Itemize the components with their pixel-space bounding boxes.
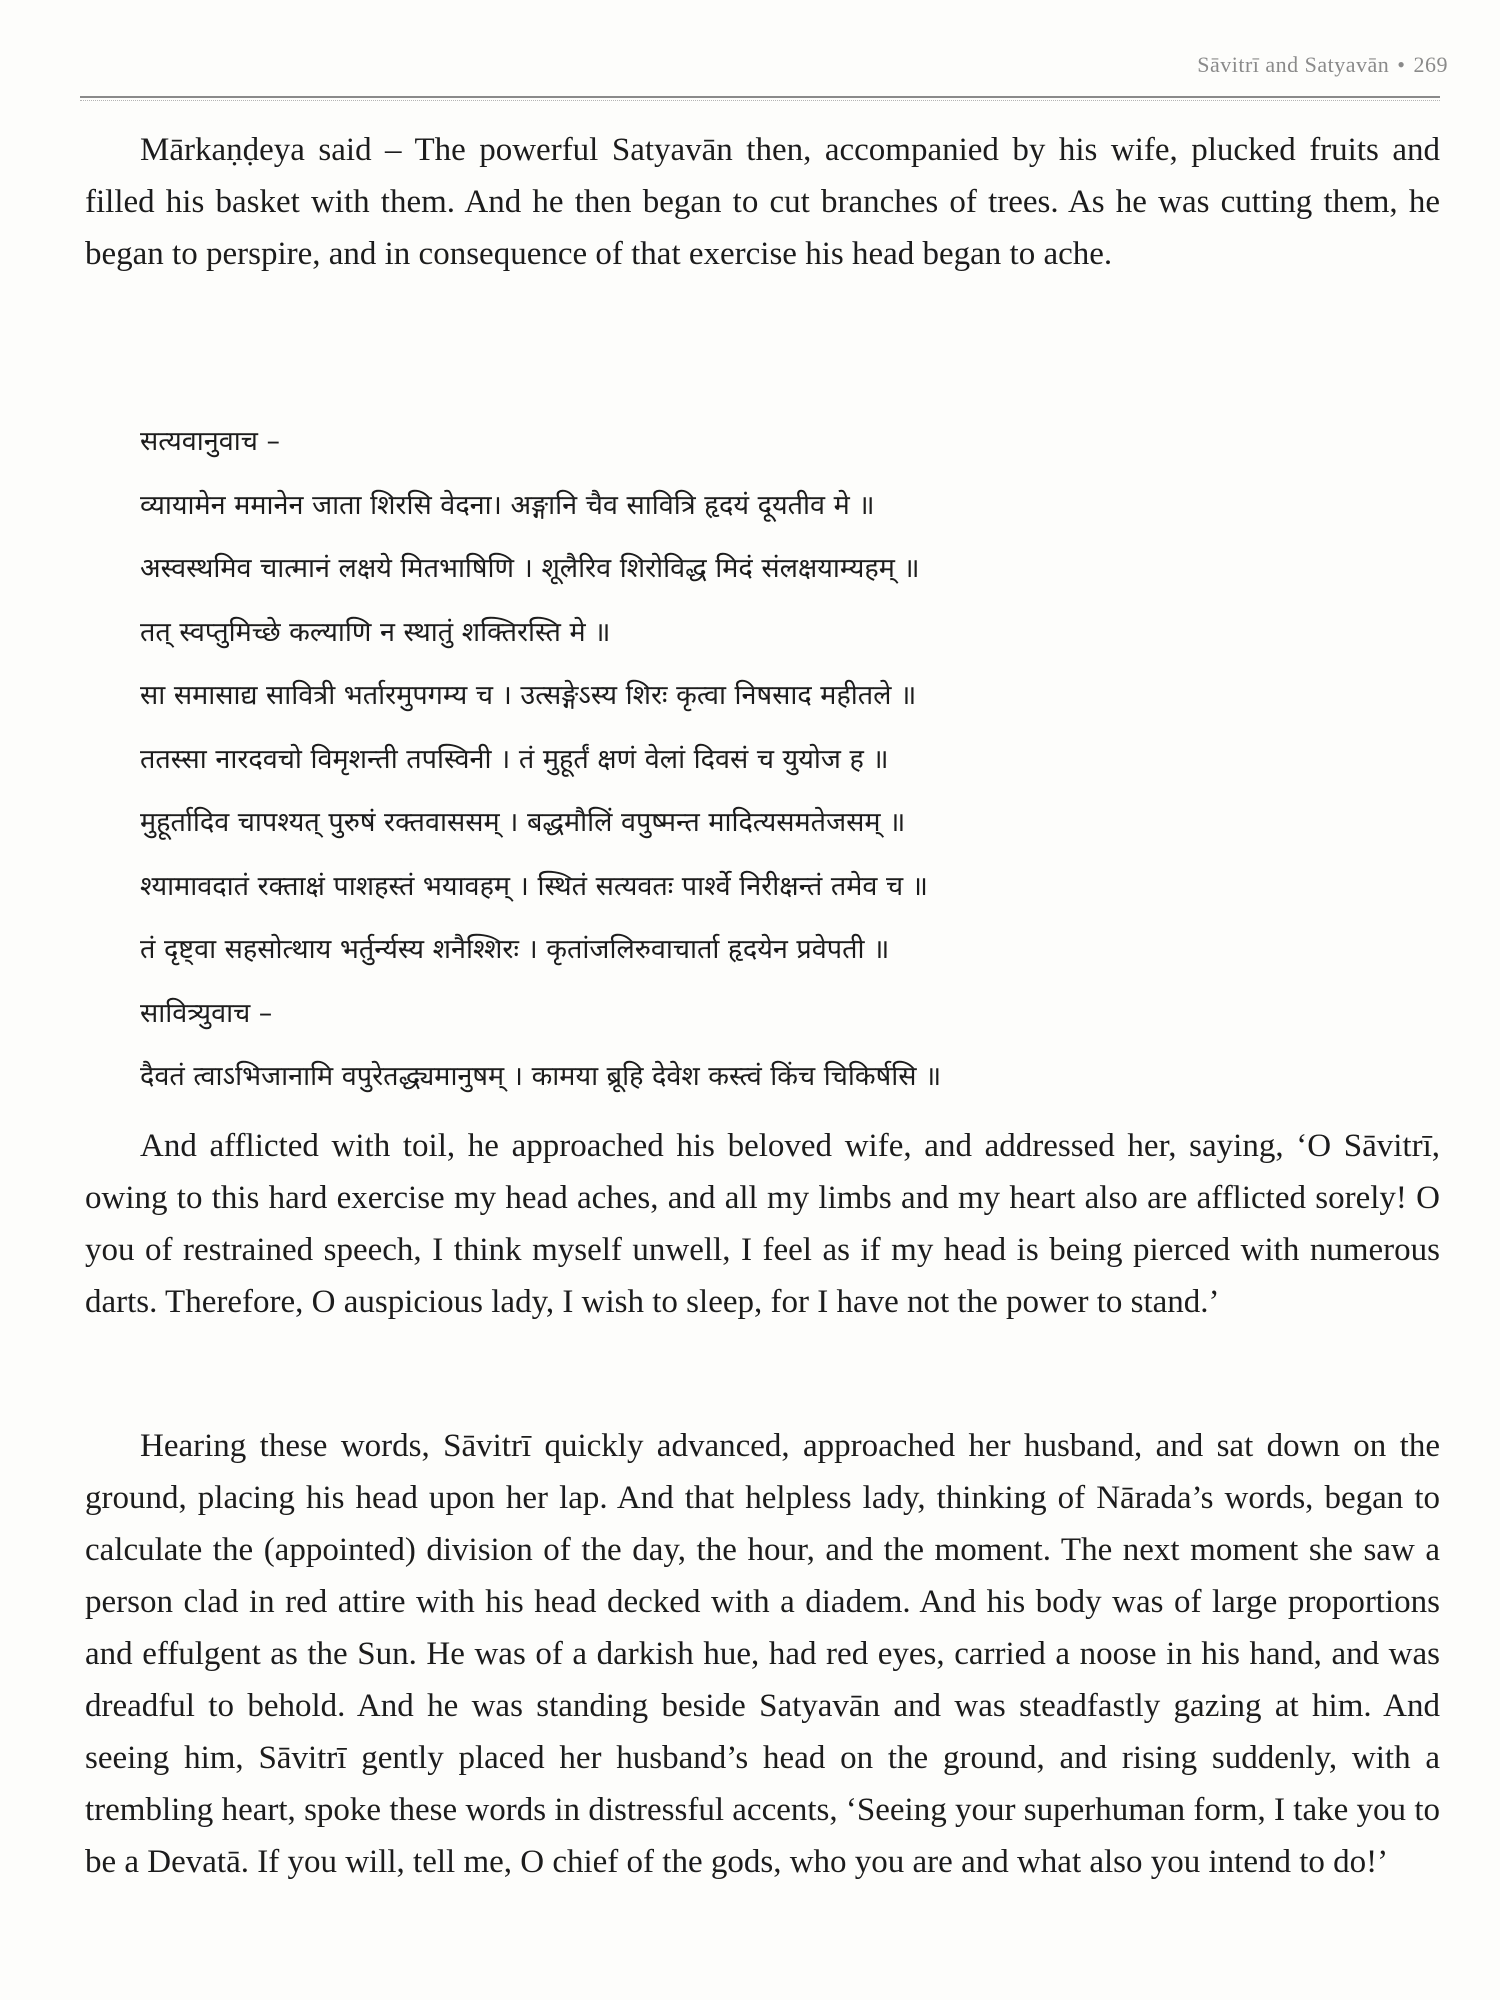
running-header (1197, 52, 1448, 78)
sanskrit-verse-line: व्यायामेन ममानेन जाता शिरसि वेदना। अङ्गानि चैव सावित्रि हृदयं दूयतीव मे ॥ (140, 489, 875, 521)
running-header-title: Sāvitrī and Satyavān (1197, 52, 1390, 77)
paragraph-hearing-these-words: Hearing these words, Sāvitrī quickly advanced, approached her husband, and sat down on the ground, placing his head upon her lap. And that helpless lady, thinking of Nārada’s words, began to calculate the (appointed) division of the day, the hour, and the moment. The next moment she saw a person clad in red attire with his head decked with a diadem. And his body was of large proportions and effulgent as the Sun. He was of a darkish hue, had red eyes, carried a noose in his hand, and was dreadful to behold. And he was standing beside Satyavān and was steadfastly gazing at him. And seeing him, Sāvitrī gently placed her husband’s head on the ground, and rising suddenly, with a trembling heart, spoke these words in distressful accents, ‘Seeing your superhuman form, I take you to be a Devatā. If you will, tell me, O chief of the gods, who you are and what also you intend to do!’ (85, 1428, 1440, 1880)
sanskrit-verse-line: तत् स्वप्तुमिच्छे कल्याणि न स्थातुं शक्तिरस्ति मे ॥ (140, 616, 611, 648)
sanskrit-verse-line: श्यामावदातं रक्ताक्षं पाशहस्तं भयावहम् । स्थितं सत्यवतः पार्श्वे निरीक्षन्तं तमेव च ॥ (140, 870, 928, 902)
paragraph-afflicted-with-toil: And afflicted with toil, he approached his beloved wife, and addressed her, saying, ‘O Sāvitrī, owing to this hard exercise my head aches, and all my limbs and my heart also are afflicted sorely! O you of restrained speech, I think myself unwell, I feel as if my head is being pierced with numerous darts. Therefore, O auspicious lady, I wish to sleep, for I have not the power to stand.’ (85, 1128, 1440, 1320)
sanskrit-verse-block (140, 410, 1440, 1109)
sanskrit-verse-line: मुहूर्तादिव चापश्यत् पुरुषं रक्तवाससम् । बद्धमौलिं वपुष्मन्त मादित्यसमतेजसम् ॥ (140, 807, 906, 838)
sanskrit-verse-line: तं दृष्ट्वा सहसोत्थाय भर्तुर्न्यस्य शनैश्शिरः । कृतांजलिरुवाचार्ता हृदयेन प्रवेपती ॥ (140, 934, 890, 965)
paragraph-markandeya-said: Mārkaṇḍeya said – The powerful Satyavān then, accompanied by his wife, plucked fruits and filled his basket with them. And he then began to cut branches of trees. As he was cutting them, he began to perspire, and in consequence of that exercise his head began to ache. (85, 132, 1440, 272)
sanskrit-verse-line: अस्वस्थमिव चात्मानं लक्षये मितभाषिणि । शूलैरिव शिरोविद्ध मिदं संलक्षयाम्यहम् ॥ (140, 553, 920, 584)
sanskrit-speaker-savitri: सावित्र्युवाच – (140, 997, 273, 1029)
page-number: 269 (1413, 52, 1448, 77)
running-header-separator: • (1397, 52, 1406, 77)
sanskrit-verse-line: दैवतं त्वाऽभिजानामि वपुरेतद्ध्यमानुषम् । कामया ब्रूहि देवेश कस्त्वं किंच चिकिर्षसि ॥ (140, 1061, 942, 1092)
header-rule (80, 96, 1440, 101)
sanskrit-verse-line: ततस्सा नारदवचो विमृशन्ती तपस्विनी । तं मुहूर्तं क्षणं वेलां दिवसं च युयोज ह ॥ (140, 743, 889, 775)
sanskrit-speaker-satyavan: सत्यवानुवाच – (140, 426, 280, 457)
sanskrit-verse-line: सा समासाद्य सावित्री भर्तारमुपगम्य च । उत्सङ्गेऽस्य शिरः कृत्वा निषसाद महीतले ॥ (140, 680, 917, 711)
